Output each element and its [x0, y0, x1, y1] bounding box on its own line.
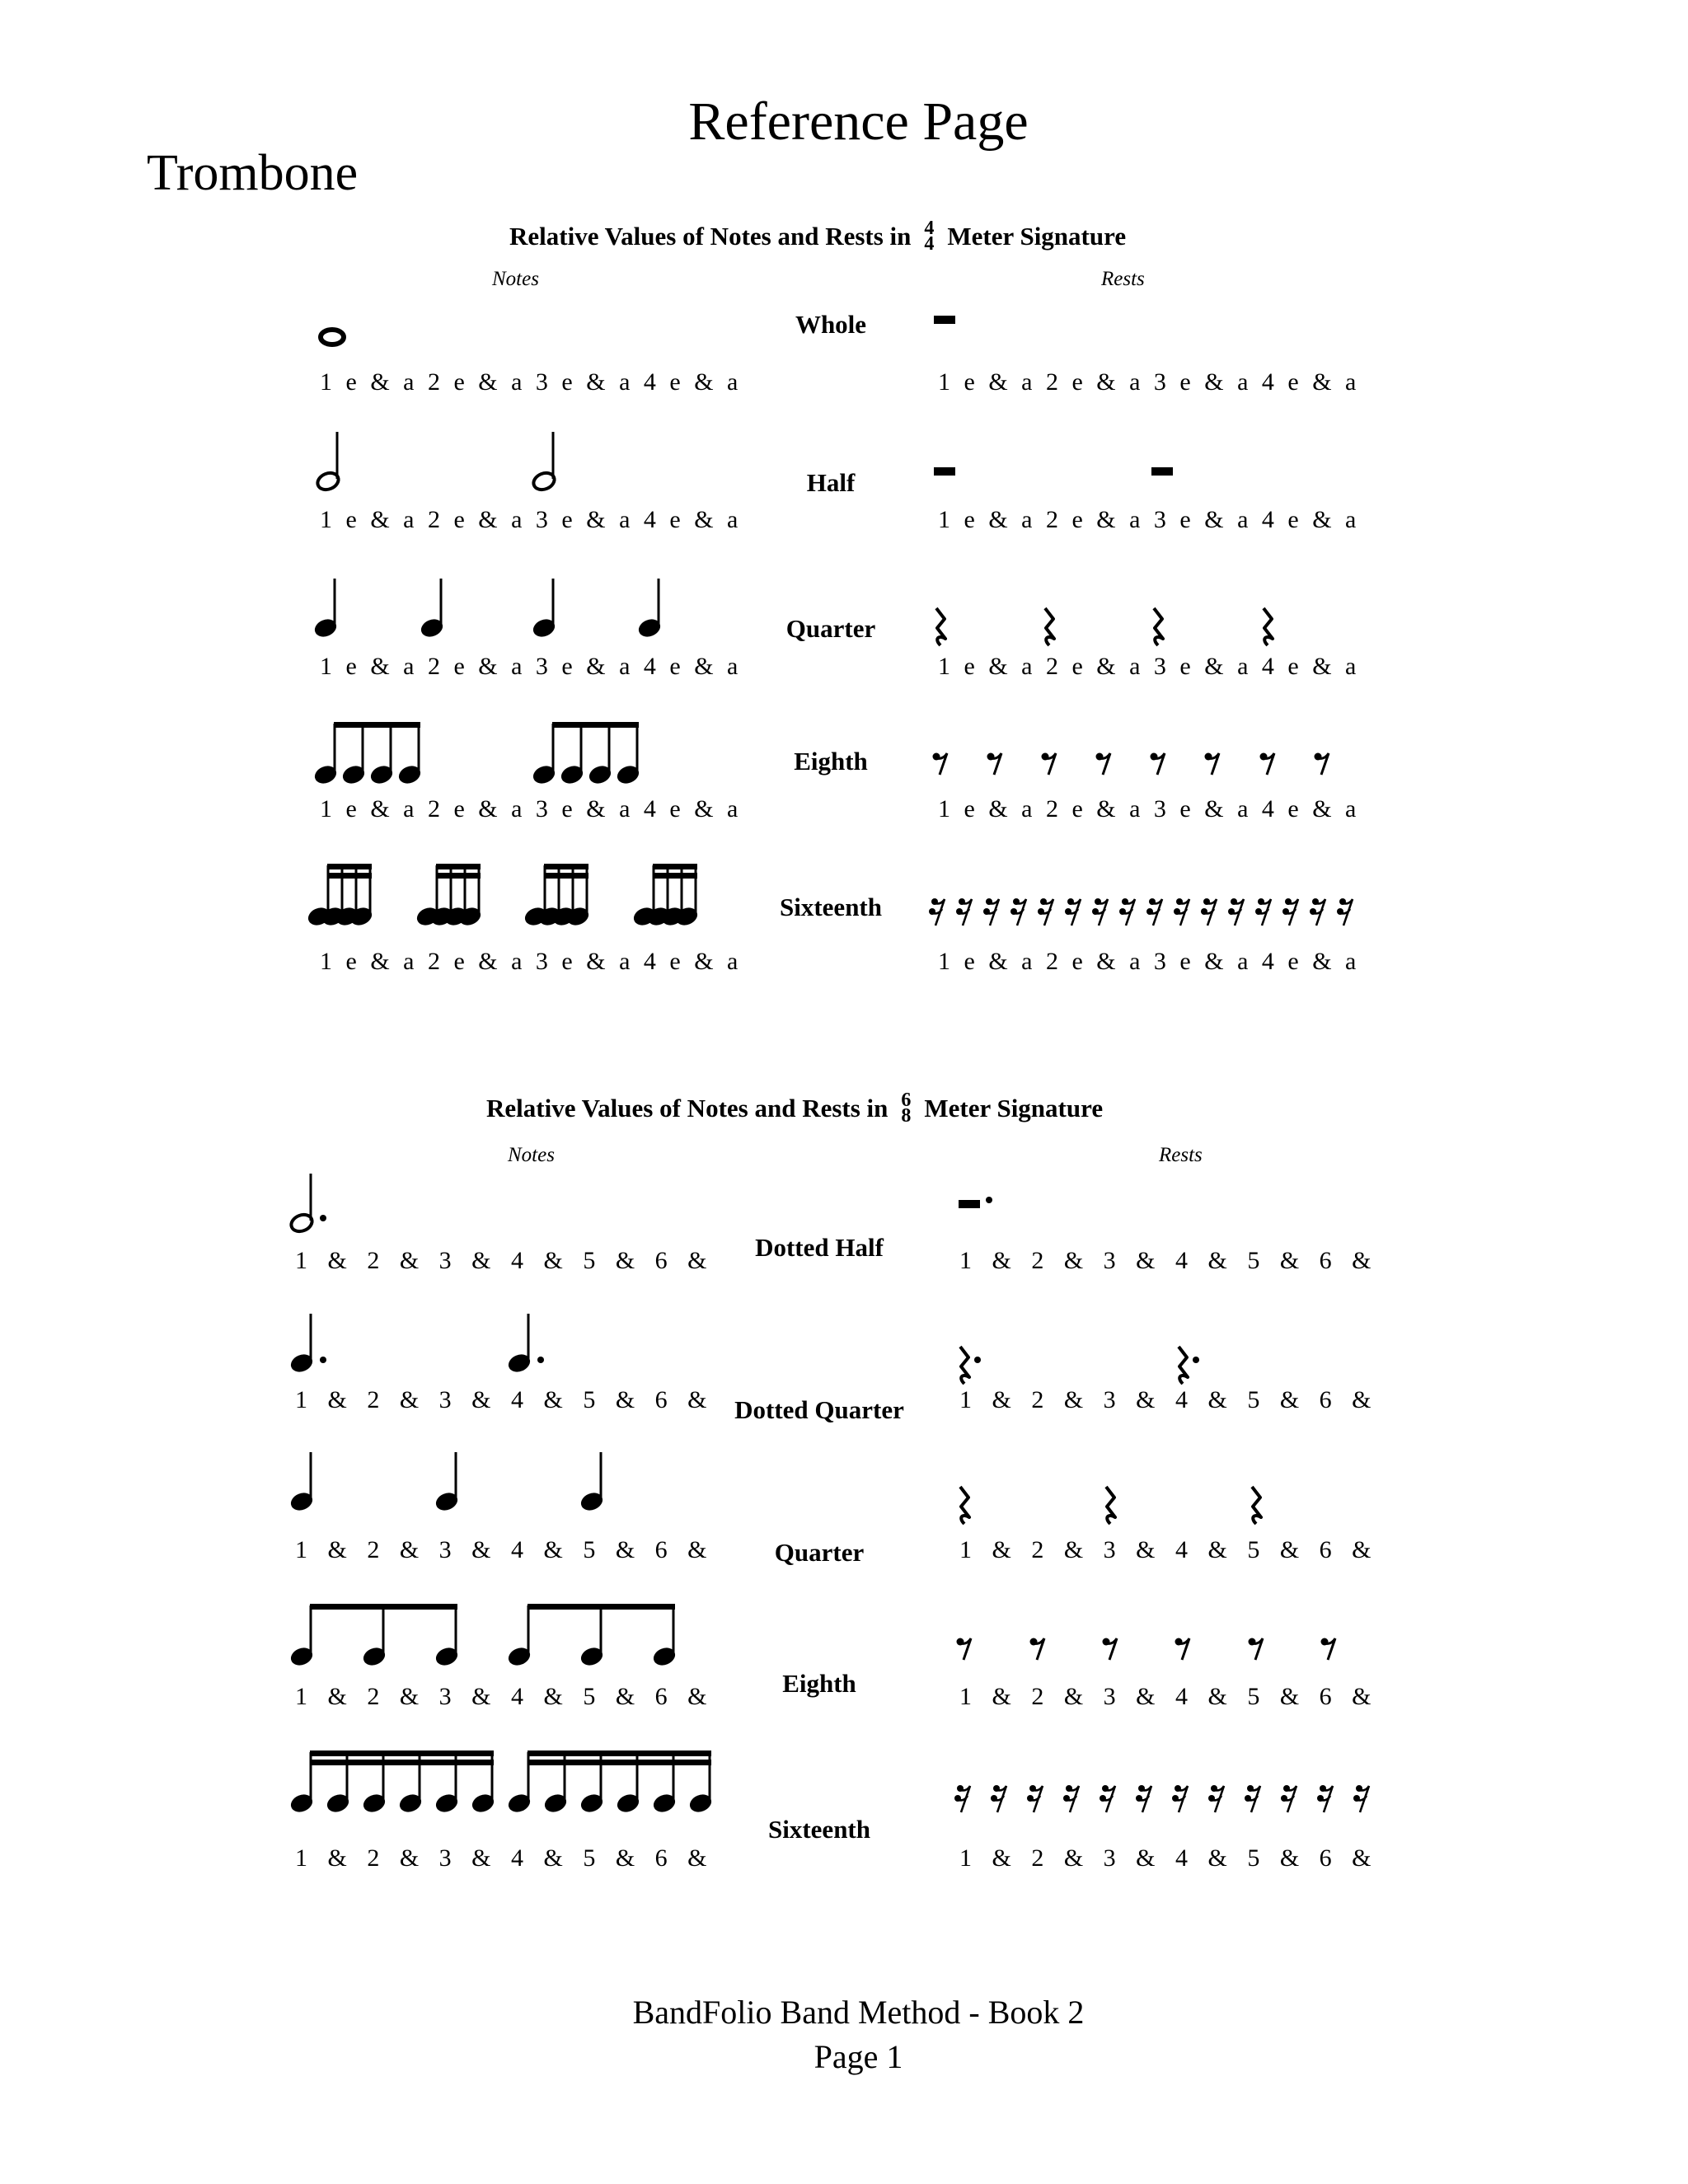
whole-note	[321, 330, 344, 344]
row-label-dotted-half: Dotted Half	[755, 1233, 884, 1262]
count-line: 1 & 2 & 3 & 4 & 5 & 6 &	[959, 1386, 1372, 1413]
whole-rest	[934, 316, 955, 324]
count-line: 1 e & a 2 e & a 3 e & a 4 e & a	[938, 506, 1357, 533]
note-beam	[528, 1760, 711, 1765]
count-line: 1 & 2 & 3 & 4 & 5 & 6 &	[295, 1683, 708, 1710]
notes-heading: Notes	[492, 268, 539, 290]
section-title-text: Meter Signature	[924, 1093, 1104, 1122]
half-rest	[959, 1200, 980, 1208]
half-rest	[1151, 467, 1173, 476]
quarter-rest	[1179, 1347, 1188, 1384]
footer-title: BandFolio Band Method - Book 2	[632, 1994, 1085, 2031]
row-label-sixteenth: Sixteenth	[780, 893, 882, 921]
augmentation-dot	[537, 1357, 544, 1363]
count-line: 1 e & a 2 e & a 3 e & a 4 e & a	[320, 948, 738, 975]
section-title-text: Relative Values of Notes and Rests in	[486, 1093, 889, 1122]
count-line: 1 & 2 & 3 & 4 & 5 & 6 &	[959, 1683, 1372, 1710]
note-beam	[436, 864, 481, 869]
count-line: 1 & 2 & 3 & 4 & 5 & 6 &	[959, 1844, 1372, 1872]
row-label-half: Half	[806, 468, 856, 497]
count-line: 1 & 2 & 3 & 4 & 5 & 6 &	[295, 1844, 708, 1872]
count-line: 1 e & a 2 e & a 3 e & a 4 e & a	[320, 795, 738, 823]
row-label-dotted-quarter: Dotted Quarter	[734, 1395, 904, 1424]
note-beam	[436, 873, 481, 879]
count-line: 1 e & a 2 e & a 3 e & a 4 e & a	[938, 795, 1357, 823]
count-line: 1 e & a 2 e & a 3 e & a 4 e & a	[320, 368, 738, 396]
note-beam	[528, 1604, 675, 1610]
note-beam	[327, 873, 372, 879]
section-title-text: Relative Values of Notes and Rests in	[509, 221, 912, 251]
row-label-sixteenth: Sixteenth	[768, 1815, 870, 1844]
note-beam	[310, 1750, 494, 1756]
page-title: Reference Page	[688, 91, 1029, 152]
section-title-text: Meter Signature	[947, 221, 1127, 251]
augmentation-dot	[320, 1357, 326, 1363]
count-line: 1 & 2 & 3 & 4 & 5 & 6 &	[295, 1386, 708, 1413]
note-beam	[653, 873, 697, 879]
meter-bottom: 8	[901, 1104, 912, 1127]
half-rest	[934, 467, 955, 476]
note-beam	[528, 1750, 711, 1756]
instrument-name: Trombone	[147, 145, 359, 201]
quarter-rest	[1106, 1487, 1115, 1524]
row-label-eighth: Eighth	[782, 1669, 856, 1698]
row-label-eighth: Eighth	[794, 747, 868, 776]
quarter-rest	[1045, 608, 1054, 645]
augmentation-dot	[1193, 1357, 1199, 1363]
quarter-rest	[936, 608, 945, 645]
augmentation-dot	[320, 1215, 326, 1221]
count-line: 1 e & a 2 e & a 3 e & a 4 e & a	[938, 948, 1357, 975]
note-beam	[544, 873, 588, 879]
note-beam	[544, 864, 588, 869]
meter-top: 6	[901, 1090, 912, 1111]
notes-heading: Notes	[508, 1144, 555, 1166]
count-line: 1 e & a 2 e & a 3 e & a 4 e & a	[938, 653, 1357, 680]
note-beam	[552, 722, 639, 728]
count-line: 1 & 2 & 3 & 4 & 5 & 6 &	[959, 1536, 1372, 1563]
note-beam	[334, 722, 420, 728]
note-beam	[653, 864, 697, 869]
quarter-rest	[1252, 1487, 1261, 1524]
augmentation-dot	[986, 1197, 992, 1203]
meter-top: 4	[924, 218, 935, 239]
rests-heading: Rests	[1101, 268, 1145, 290]
quarter-rest	[960, 1487, 969, 1524]
augmentation-dot	[974, 1357, 981, 1363]
note-beam	[310, 1760, 494, 1765]
count-line: 1 e & a 2 e & a 3 e & a 4 e & a	[938, 368, 1357, 396]
row-label-whole: Whole	[795, 310, 867, 339]
quarter-rest	[960, 1347, 969, 1384]
count-line: 1 & 2 & 3 & 4 & 5 & 6 &	[295, 1247, 708, 1274]
quarter-rest	[1264, 608, 1273, 645]
row-label-quarter: Quarter	[785, 614, 876, 643]
count-line: 1 e & a 2 e & a 3 e & a 4 e & a	[320, 653, 738, 680]
footer-page-number: Page 1	[814, 2038, 903, 2075]
rests-heading: Rests	[1159, 1144, 1203, 1166]
note-beam	[327, 864, 372, 869]
quarter-rest	[1154, 608, 1163, 645]
meter-bottom: 4	[924, 232, 935, 255]
count-line: 1 & 2 & 3 & 4 & 5 & 6 &	[959, 1247, 1372, 1274]
note-beam	[310, 1604, 457, 1610]
count-line: 1 e & a 2 e & a 3 e & a 4 e & a	[320, 506, 738, 533]
count-line: 1 & 2 & 3 & 4 & 5 & 6 &	[295, 1536, 708, 1563]
row-label-quarter: Quarter	[774, 1538, 865, 1567]
